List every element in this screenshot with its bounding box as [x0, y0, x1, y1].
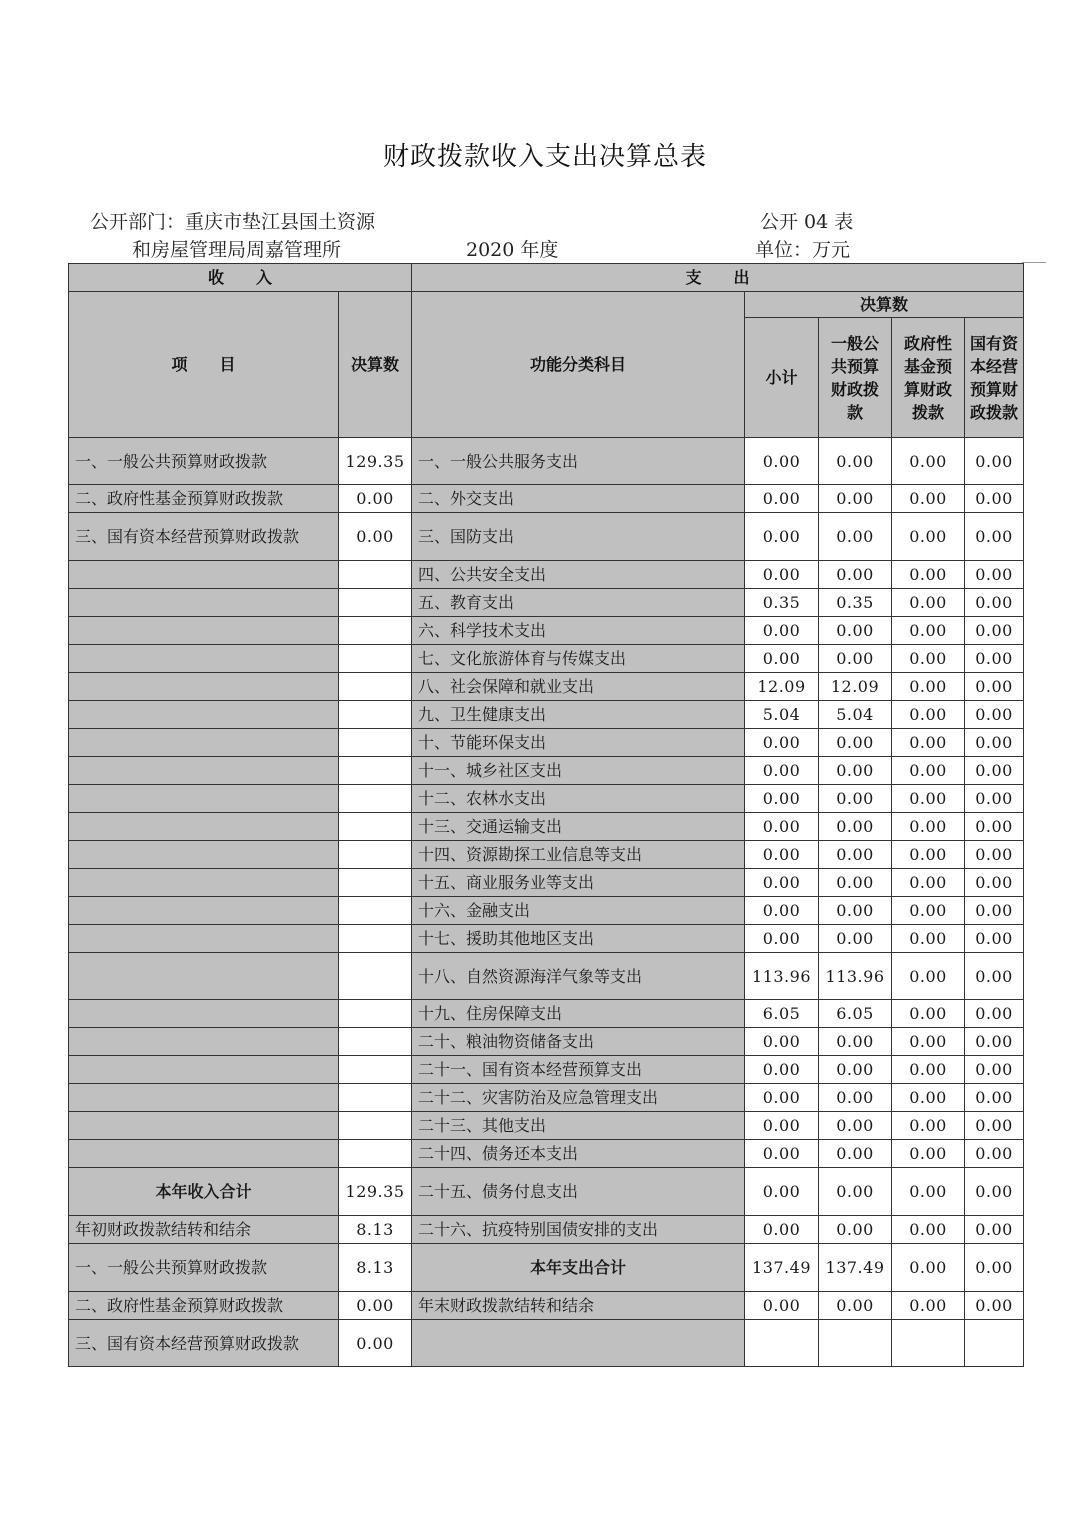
income-value-cell	[339, 561, 412, 589]
category-cell: 十六、金融支出	[412, 897, 745, 925]
general-budget-cell: 0.00	[819, 1084, 892, 1112]
subtotal-cell: 0.00	[745, 729, 819, 757]
subtotal-cell: 6.05	[745, 1000, 819, 1028]
category-cell: 一、一般公共服务支出	[412, 438, 745, 485]
income-value-cell	[339, 729, 412, 757]
gov-fund-cell: 0.00	[892, 925, 965, 953]
general-budget-cell: 0.00	[819, 1292, 892, 1320]
category-cell	[412, 1320, 745, 1367]
income-item-cell	[69, 841, 339, 869]
table-row	[69, 813, 1024, 841]
income-item-cell: 二、政府性基金预算财政拨款	[69, 485, 339, 513]
department-line-1: 公开部门：重庆市垫江县国土资源	[90, 211, 376, 233]
general-budget-header: 一般公共预算财政拨款	[819, 318, 892, 438]
gov-fund-cell: 0.00	[892, 813, 965, 841]
income-item-cell: 二、政府性基金预算财政拨款	[69, 1292, 339, 1320]
income-item-cell	[69, 1028, 339, 1056]
income-value-cell: 0.00	[339, 485, 412, 513]
gov-fund-cell: 0.00	[892, 673, 965, 701]
income-item-cell	[69, 757, 339, 785]
table-row	[69, 1168, 1024, 1216]
gov-fund-cell: 0.00	[892, 953, 965, 1000]
state-capital-cell: 0.00	[965, 1000, 1024, 1028]
income-value-cell	[339, 757, 412, 785]
income-item-cell: 三、国有资本经营预算财政拨款	[69, 513, 339, 561]
income-value-cell	[339, 785, 412, 813]
general-budget-cell: 0.00	[819, 1140, 892, 1168]
state-capital-cell: 0.00	[965, 953, 1024, 1000]
gov-fund-cell: 0.00	[892, 729, 965, 757]
table-row	[69, 1112, 1024, 1140]
general-budget-cell: 0.00	[819, 1056, 892, 1084]
category-cell: 十八、自然资源海洋气象等支出	[412, 953, 745, 1000]
subtotal-cell: 5.04	[745, 701, 819, 729]
gov-fund-cell: 0.00	[892, 1028, 965, 1056]
unit-label: 单位：万元	[755, 239, 851, 261]
general-budget-cell: 0.00	[819, 729, 892, 757]
gov-fund-cell: 0.00	[892, 1000, 965, 1028]
gov-fund-cell: 0.00	[892, 561, 965, 589]
subtotal-cell: 0.00	[745, 1292, 819, 1320]
income-value-cell: 0.00	[339, 513, 412, 561]
table-row	[69, 485, 1024, 513]
income-value-cell	[339, 869, 412, 897]
subtotal-cell: 12.09	[745, 673, 819, 701]
subtotal-cell: 0.00	[745, 1084, 819, 1112]
income-value-cell	[339, 1056, 412, 1084]
table-row	[69, 1216, 1024, 1244]
table-row	[69, 1140, 1024, 1168]
table-row	[69, 841, 1024, 869]
subtotal-cell: 0.00	[745, 925, 819, 953]
table-row	[69, 1056, 1024, 1084]
subtotal-cell: 0.00	[745, 438, 819, 485]
category-cell: 十一、城乡社区支出	[412, 757, 745, 785]
income-item-cell	[69, 617, 339, 645]
gov-fund-cell: 0.00	[892, 1084, 965, 1112]
gov-fund-cell: 0.00	[892, 841, 965, 869]
gov-fund-header: 政府性基金预算财政拨款	[892, 318, 965, 438]
general-budget-cell: 137.49	[819, 1244, 892, 1292]
income-value-cell	[339, 953, 412, 1000]
general-budget-cell: 0.35	[819, 589, 892, 617]
general-budget-cell: 0.00	[819, 869, 892, 897]
gov-fund-cell: 0.00	[892, 785, 965, 813]
gov-fund-cell: 0.00	[892, 485, 965, 513]
category-cell: 四、公共安全支出	[412, 561, 745, 589]
general-budget-cell: 113.96	[819, 953, 892, 1000]
general-budget-cell: 12.09	[819, 673, 892, 701]
general-budget-cell: 0.00	[819, 645, 892, 673]
item-header: 项 目	[69, 292, 339, 438]
subtotal-cell: 0.00	[745, 1056, 819, 1084]
category-cell: 二十五、债务付息支出	[412, 1168, 745, 1216]
state-capital-header: 国有资本经营预算财政拨款	[965, 318, 1024, 438]
category-cell: 三、国防支出	[412, 513, 745, 561]
subtotal-cell: 0.00	[745, 645, 819, 673]
gov-fund-cell: 0.00	[892, 1140, 965, 1168]
state-capital-cell: 0.00	[965, 785, 1024, 813]
table-row	[69, 1292, 1024, 1320]
state-capital-cell: 0.00	[965, 1168, 1024, 1216]
state-capital-cell: 0.00	[965, 701, 1024, 729]
subtotal-cell: 0.00	[745, 813, 819, 841]
table-row	[69, 1084, 1024, 1112]
income-item-cell	[69, 589, 339, 617]
income-item-cell	[69, 785, 339, 813]
income-item-cell	[69, 729, 339, 757]
income-item-cell: 三、国有资本经营预算财政拨款	[69, 1320, 339, 1367]
subtotal-cell	[745, 1320, 819, 1367]
table-row	[69, 869, 1024, 897]
function-category-header: 功能分类科目	[412, 292, 745, 438]
table-row	[69, 1000, 1024, 1028]
gov-fund-cell: 0.00	[892, 1244, 965, 1292]
subtotal-cell: 0.00	[745, 869, 819, 897]
general-budget-cell: 0.00	[819, 617, 892, 645]
income-item-cell: 年初财政拨款结转和结余	[69, 1216, 339, 1244]
income-item-cell	[69, 897, 339, 925]
table-row	[69, 785, 1024, 813]
income-header: 收 入	[69, 264, 412, 292]
income-value-cell	[339, 701, 412, 729]
general-budget-cell: 5.04	[819, 701, 892, 729]
income-value-cell	[339, 1112, 412, 1140]
subtotal-cell: 0.00	[745, 1112, 819, 1140]
state-capital-cell: 0.00	[965, 729, 1024, 757]
income-item-cell	[69, 869, 339, 897]
general-budget-cell: 0.00	[819, 757, 892, 785]
category-cell: 五、教育支出	[412, 589, 745, 617]
table-row	[69, 617, 1024, 645]
income-item-cell	[69, 561, 339, 589]
table-row	[69, 513, 1024, 561]
state-capital-cell: 0.00	[965, 1292, 1024, 1320]
table-row	[69, 673, 1024, 701]
gov-fund-cell: 0.00	[892, 1168, 965, 1216]
income-value-cell: 129.35	[339, 1168, 412, 1216]
category-cell: 十九、住房保障支出	[412, 1000, 745, 1028]
state-capital-cell: 0.00	[965, 757, 1024, 785]
subtotal-header: 小计	[745, 318, 819, 438]
state-capital-cell: 0.00	[965, 1140, 1024, 1168]
general-budget-cell	[819, 1320, 892, 1367]
table-row	[69, 701, 1024, 729]
income-value-cell: 0.00	[339, 1292, 412, 1320]
subtotal-cell: 0.00	[745, 513, 819, 561]
table-row	[69, 897, 1024, 925]
income-value-cell	[339, 925, 412, 953]
income-item-cell: 本年收入合计	[69, 1168, 339, 1216]
state-capital-cell: 0.00	[965, 813, 1024, 841]
general-budget-cell: 0.00	[819, 813, 892, 841]
income-item-cell: 一、一般公共预算财政拨款	[69, 438, 339, 485]
category-cell: 十四、资源勘探工业信息等支出	[412, 841, 745, 869]
state-capital-cell: 0.00	[965, 1244, 1024, 1292]
income-item-cell: 一、一般公共预算财政拨款	[69, 1244, 339, 1292]
state-capital-cell: 0.00	[965, 1028, 1024, 1056]
expense-header: 支 出	[412, 264, 1024, 292]
state-capital-cell: 0.00	[965, 925, 1024, 953]
state-capital-cell: 0.00	[965, 1084, 1024, 1112]
state-capital-cell: 0.00	[965, 438, 1024, 485]
state-capital-cell: 0.00	[965, 841, 1024, 869]
category-cell: 二十三、其他支出	[412, 1112, 745, 1140]
subtotal-cell: 0.00	[745, 617, 819, 645]
subtotal-cell: 113.96	[745, 953, 819, 1000]
state-capital-cell: 0.00	[965, 673, 1024, 701]
table-row	[69, 561, 1024, 589]
table-row	[69, 438, 1024, 485]
income-item-cell	[69, 1000, 339, 1028]
table-row	[69, 925, 1024, 953]
income-value-cell	[339, 617, 412, 645]
gov-fund-cell: 0.00	[892, 438, 965, 485]
state-capital-cell: 0.00	[965, 897, 1024, 925]
income-item-cell	[69, 645, 339, 673]
page-title: 财政拨款收入支出决算总表	[382, 142, 707, 172]
subtotal-cell: 0.00	[745, 561, 819, 589]
general-budget-cell: 0.00	[819, 438, 892, 485]
subtotal-cell: 0.00	[745, 897, 819, 925]
gov-fund-cell: 0.00	[892, 897, 965, 925]
category-cell: 十七、援助其他地区支出	[412, 925, 745, 953]
subtotal-cell: 0.00	[745, 485, 819, 513]
subtotal-cell: 0.00	[745, 1168, 819, 1216]
gov-fund-cell: 0.00	[892, 757, 965, 785]
gov-fund-cell: 0.00	[892, 645, 965, 673]
gov-fund-cell: 0.00	[892, 1112, 965, 1140]
table-row	[69, 757, 1024, 785]
state-capital-cell: 0.00	[965, 869, 1024, 897]
income-value-cell	[339, 1000, 412, 1028]
income-value-cell	[339, 813, 412, 841]
subtotal-cell: 137.49	[745, 1244, 819, 1292]
department-line-2: 和房屋管理局周嘉管理所	[132, 239, 342, 261]
income-item-cell	[69, 813, 339, 841]
subtotal-cell: 0.35	[745, 589, 819, 617]
state-capital-cell: 0.00	[965, 645, 1024, 673]
income-value-cell: 0.00	[339, 1320, 412, 1367]
budget-summary-table	[68, 263, 1024, 1367]
income-value-cell: 8.13	[339, 1216, 412, 1244]
general-budget-cell: 0.00	[819, 785, 892, 813]
subtotal-cell: 0.00	[745, 1216, 819, 1244]
category-cell: 二十二、灾害防治及应急管理支出	[412, 1084, 745, 1112]
general-budget-cell: 0.00	[819, 561, 892, 589]
income-item-cell	[69, 701, 339, 729]
state-capital-cell: 0.00	[965, 1216, 1024, 1244]
general-budget-cell: 0.00	[819, 841, 892, 869]
general-budget-cell: 6.05	[819, 1000, 892, 1028]
general-budget-cell: 0.00	[819, 1112, 892, 1140]
income-value-cell	[339, 841, 412, 869]
income-value-cell	[339, 673, 412, 701]
divider	[1022, 262, 1046, 263]
gov-fund-cell	[892, 1320, 965, 1367]
income-value-cell	[339, 645, 412, 673]
income-value-cell: 129.35	[339, 438, 412, 485]
gov-fund-cell: 0.00	[892, 617, 965, 645]
gov-fund-cell: 0.00	[892, 513, 965, 561]
income-item-cell	[69, 1140, 339, 1168]
subtotal-cell: 0.00	[745, 785, 819, 813]
general-budget-cell: 0.00	[819, 925, 892, 953]
table-row	[69, 1244, 1024, 1292]
category-cell: 六、科学技术支出	[412, 617, 745, 645]
income-item-cell	[69, 925, 339, 953]
income-item-cell	[69, 953, 339, 1000]
income-value-cell	[339, 897, 412, 925]
fiscal-year: 2020 年度	[466, 239, 559, 261]
gov-fund-cell: 0.00	[892, 1216, 965, 1244]
income-amount-header: 决算数	[339, 292, 412, 438]
income-item-cell	[69, 673, 339, 701]
income-value-cell	[339, 1084, 412, 1112]
gov-fund-cell: 0.00	[892, 1056, 965, 1084]
category-cell: 八、社会保障和就业支出	[412, 673, 745, 701]
subtotal-cell: 0.00	[745, 841, 819, 869]
category-cell: 七、文化旅游体育与传媒支出	[412, 645, 745, 673]
general-budget-cell: 0.00	[819, 485, 892, 513]
gov-fund-cell: 0.00	[892, 1292, 965, 1320]
table-row	[69, 645, 1024, 673]
header-row-1	[69, 264, 1024, 292]
income-value-cell: 8.13	[339, 1244, 412, 1292]
category-cell: 二十一、国有资本经营预算支出	[412, 1056, 745, 1084]
general-budget-cell: 0.00	[819, 513, 892, 561]
income-item-cell	[69, 1084, 339, 1112]
state-capital-cell: 0.00	[965, 561, 1024, 589]
table-number: 公开 04 表	[760, 211, 854, 233]
category-cell: 十三、交通运输支出	[412, 813, 745, 841]
state-capital-cell: 0.00	[965, 1112, 1024, 1140]
final-amount-header: 决算数	[745, 292, 1024, 318]
table-row	[69, 953, 1024, 1000]
subtotal-cell: 0.00	[745, 757, 819, 785]
table-row	[69, 1028, 1024, 1056]
gov-fund-cell: 0.00	[892, 589, 965, 617]
general-budget-cell: 0.00	[819, 1216, 892, 1244]
table-row	[69, 1320, 1024, 1367]
subtotal-cell: 0.00	[745, 1028, 819, 1056]
state-capital-cell: 0.00	[965, 617, 1024, 645]
category-cell: 十五、商业服务业等支出	[412, 869, 745, 897]
income-item-cell	[69, 1112, 339, 1140]
category-cell: 十二、农林水支出	[412, 785, 745, 813]
state-capital-cell: 0.00	[965, 513, 1024, 561]
table-row	[69, 729, 1024, 757]
category-cell: 二十六、抗疫特别国债安排的支出	[412, 1216, 745, 1244]
general-budget-cell: 0.00	[819, 1168, 892, 1216]
category-cell: 十、节能环保支出	[412, 729, 745, 757]
subtotal-cell: 0.00	[745, 1140, 819, 1168]
income-value-cell	[339, 1028, 412, 1056]
general-budget-cell: 0.00	[819, 1028, 892, 1056]
income-value-cell	[339, 1140, 412, 1168]
table-row	[69, 589, 1024, 617]
category-cell: 本年支出合计	[412, 1244, 745, 1292]
gov-fund-cell: 0.00	[892, 701, 965, 729]
state-capital-cell: 0.00	[965, 589, 1024, 617]
category-cell: 九、卫生健康支出	[412, 701, 745, 729]
state-capital-cell: 0.00	[965, 1056, 1024, 1084]
income-item-cell	[69, 1056, 339, 1084]
category-cell: 二十、粮油物资储备支出	[412, 1028, 745, 1056]
state-capital-cell: 0.00	[965, 485, 1024, 513]
state-capital-cell	[965, 1320, 1024, 1367]
general-budget-cell: 0.00	[819, 897, 892, 925]
income-value-cell	[339, 589, 412, 617]
category-cell: 二、外交支出	[412, 485, 745, 513]
header-row-2	[69, 292, 1024, 318]
gov-fund-cell: 0.00	[892, 869, 965, 897]
category-cell: 年末财政拨款结转和结余	[412, 1292, 745, 1320]
category-cell: 二十四、债务还本支出	[412, 1140, 745, 1168]
